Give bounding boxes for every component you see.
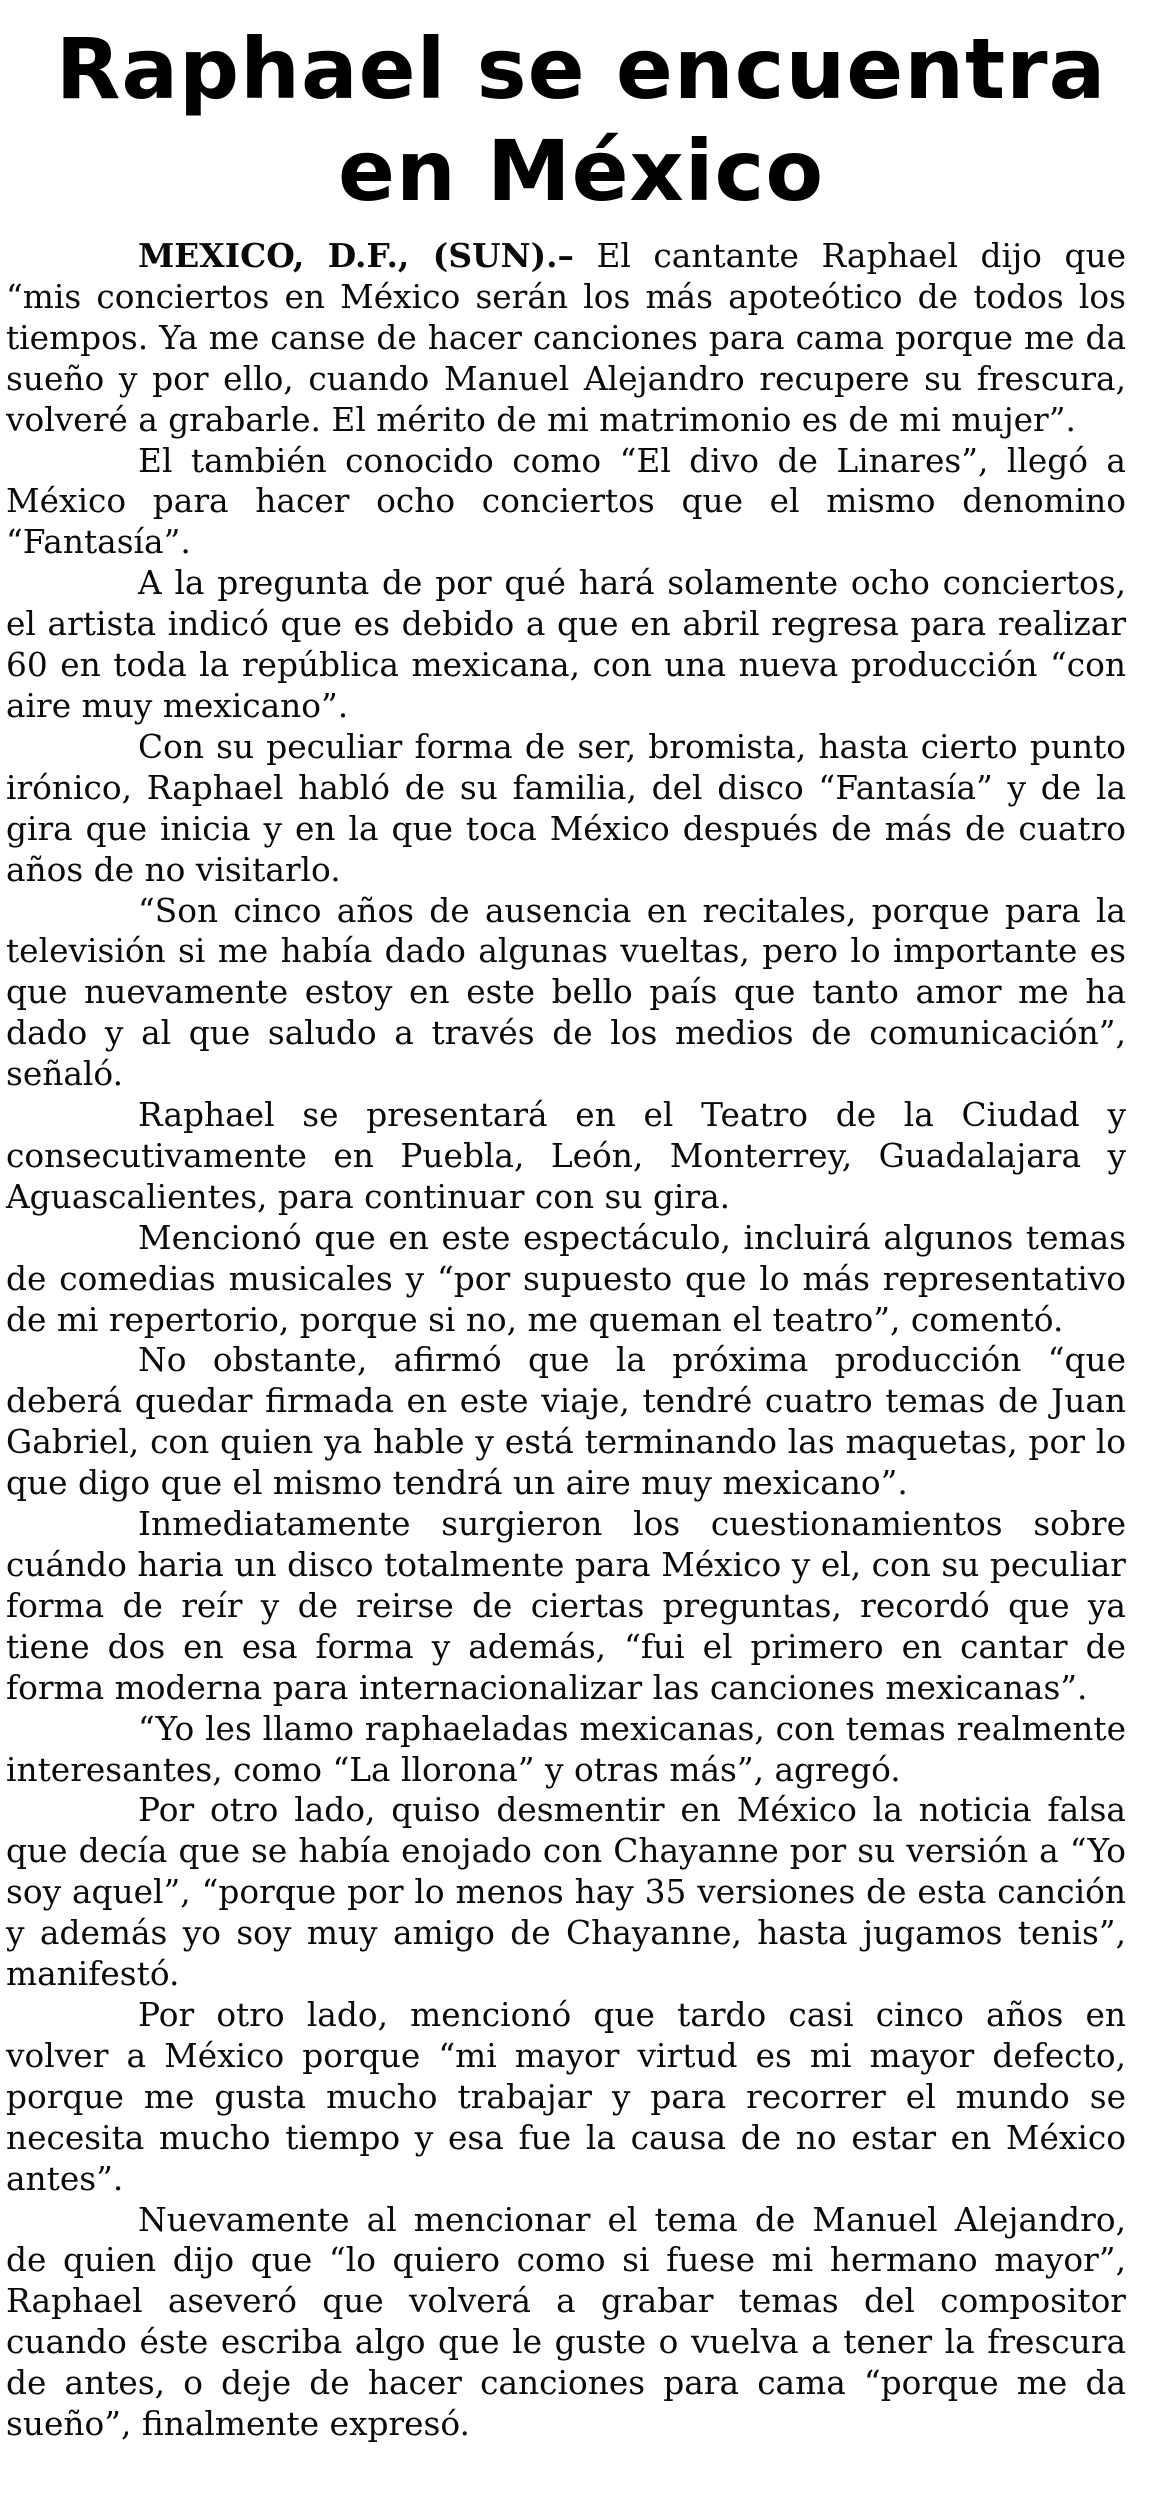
- article-paragraph: Por otro lado, quiso desmentir en México la noticia falsa que decía que se había enojado con Chayanne por su versión a “Yo soy aquel”, “porque por lo menos hay 35 versiones de esta canción y además yo soy muy amigo de Chayanne, hasta jugamos tenis”, manifestó.: [6, 1791, 1126, 1994]
- article-paragraph: Por otro lado, mencionó que tardo casi cinco años en volver a México porque “mi mayor virtud es mi mayor defecto, porque me gusta mucho trabajar y para recorrer el mundo se necesita mucho tiempo y esa fue la causa de no estar en México antes”.: [6, 1995, 1126, 2198]
- dateline: MEXICO, D.F., (SUN).–: [138, 236, 574, 275]
- article-paragraph: El también conocido como “El divo de Linares”, llegó a México para hacer ocho conciertos que el mismo denomino “Fantasía”.: [6, 441, 1126, 562]
- article-body: [6, 236, 1126, 2445]
- headline: [0, 18, 1162, 222]
- headline-line-2: en México: [337, 122, 825, 220]
- article-paragraph: “Yo les llamo raphaeladas mexicanas, con temas realmente interesantes, como “La llorona” y otras más”, agregó.: [6, 1709, 1126, 1789]
- article-paragraph: Mencionó que en este espectáculo, incluirá algunos temas de comedias musicales y “por supuesto que lo más representativo de mi repertorio, porque si no, me queman el teatro”, comentó.: [6, 1218, 1126, 1339]
- article-paragraph: [6, 236, 1126, 441]
- headline-line-1: Raphael se encuentra: [55, 20, 1107, 118]
- article-paragraph: “Son cinco años de ausencia en recitales, porque para la televisión si me había dado algunas vueltas, pero lo importante es que nuevamente estoy en este bello país que tanto amor me ha dado y al que saludo a través de los medios de comunicación”, señaló.: [6, 891, 1126, 1094]
- article-paragraph: No obstante, afirmó que la próxima producción “que deberá quedar firmada en este viaje, tendré cuatro temas de Juan Gabriel, con quien ya hable y está terminando las maquetas, por lo que digo que el mismo tendrá un aire muy mexicano”.: [6, 1341, 1126, 1503]
- article-paragraph: Con su peculiar forma de ser, bromista, hasta cierto punto irónico, Raphael habló de su familia, del disco “Fantasía” y de la gira que inicia y en la que toca México después de más de cuatro años de no visitarlo.: [6, 727, 1126, 889]
- article-paragraph: Raphael se presentará en el Teatro de la Ciudad y consecutivamente en Puebla, León, Monterrey, Guadalajara y Aguascalientes, para continuar con su gira.: [6, 1096, 1126, 1216]
- article-paragraph: A la pregunta de por qué hará solamente ocho conciertos, el artista indicó que es debido a que en abril regresa para realizar 60 en toda la república mexicana, con una nueva producción “con aire muy mexicano”.: [6, 564, 1126, 725]
- paragraph-text: El cantante Raphael dijo que “mis conciertos en México serán los más apoteótico de todos los tiempos. Ya me canse de hacer canciones para cama porque me da sueño y por ello, cuando Manuel Alejandro recupere su frescura, volveré a grabarle. El mérito de mi matrimonio es de mi mujer”.: [6, 237, 1126, 439]
- article-paragraph: Nuevamente al mencionar el tema de Manuel Alejandro, de quien dijo que “lo quiero como si fuese mi hermano mayor”, Raphael aseveró que volverá a grabar temas del compositor cuando éste escriba algo que le guste o vuelva a tener la frescura de antes, o deje de hacer canciones para cama “porque me da sueño”, finalmente expresó.: [6, 2200, 1126, 2444]
- article-paragraph: Inmediatamente surgieron los cuestionamientos sobre cuándo haria un disco totalmente para México y el, con su peculiar forma de reír y de reirse de ciertas preguntas, recordó que ya tiene dos en esa forma y además, “fui el primero en cantar de forma moderna para internacionalizar las canciones mexicanas”.: [6, 1505, 1126, 1707]
